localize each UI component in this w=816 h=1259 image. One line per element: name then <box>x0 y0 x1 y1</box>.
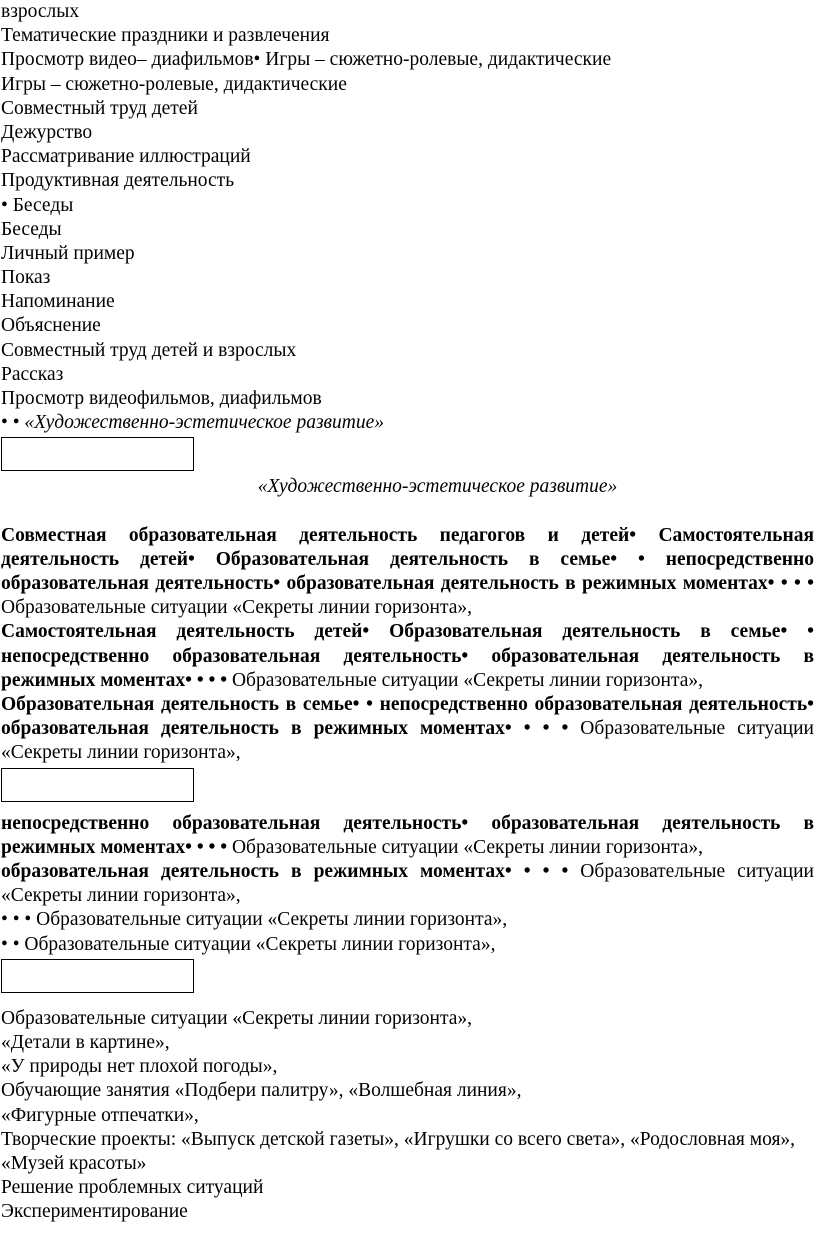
section-heading: «Художественно-эстетическое развитие» <box>257 476 618 498</box>
plain-run: Образовательные ситуации «Секреты линии горизонта», <box>1 861 814 907</box>
text-line: Экспериментирование <box>1 1201 188 1223</box>
top-list <box>1 0 814 411</box>
text-line: «У природы нет плохой погоды», <box>1 1056 278 1078</box>
bold-run: Совместная образовательная деятельность педагогов и детей• Самостоятельная деятельность детей• Образовательная деятельность в семье• • непосредственно образовательная деятельность• образовательная деятельность в режимных моментах• • • • <box>1 524 814 594</box>
paragraph-family-activity <box>1 693 814 766</box>
bold-run: Самостоятельная деятельность детей• Образовательная деятельность в семье• • непосредственно образовательная деятельность• образовательная деятельность в режимных моментах• • • • <box>1 621 814 691</box>
spacer <box>1 802 814 812</box>
text-line: Показ <box>1 267 51 289</box>
bold-run: Образовательная деятельность в семье• • непосредственно образовательная деятельность• образовательная деятельность в режимных моментах• • • • <box>1 693 814 740</box>
text-line: Беседы <box>1 218 62 240</box>
plain-run: Образовательные ситуации «Секреты линии горизонта», <box>227 669 703 691</box>
text-line: Игры – сюжетно-ролевые, дидактические <box>1 73 347 95</box>
text-line: взрослых <box>1 1 80 22</box>
bullet-marks: • • <box>1 412 20 434</box>
section-line <box>1 411 814 435</box>
bold-run: непосредственно образовательная деятельность• образовательная деятельность в режимных моментах• • • • <box>1 812 814 858</box>
text-line: Совместный труд детей <box>1 97 198 119</box>
paragraph-joint-activity <box>1 524 814 621</box>
text-line: Напоминание <box>1 291 115 313</box>
plain-run: Образовательные ситуации «Секреты линии горизонта», <box>227 836 703 858</box>
text-line: Просмотр видеофильмов, диафильмов <box>1 388 322 409</box>
text-line: Образовательные ситуации «Секреты линии горизонта», <box>1 1007 473 1029</box>
text-line: «Музей красоты» <box>1 1152 147 1174</box>
text-line: Рассказ <box>1 363 64 385</box>
text-line: Продуктивная деятельность <box>1 170 235 192</box>
paragraph-routine-activity <box>1 860 814 908</box>
text-line: «Фигурные отпечатки», <box>1 1104 199 1126</box>
text-line: Тематические праздники и развлечения <box>1 25 330 47</box>
text-line: «Детали в картине», <box>1 1031 170 1053</box>
empty-table-cell <box>1 437 194 471</box>
plain-run: Образовательные ситуации «Секреты линии горизонта», <box>1 718 814 764</box>
text-line: Рассматривание иллюстраций <box>1 146 251 168</box>
document-page <box>1 0 814 1224</box>
paragraph-direct-activity <box>1 812 814 860</box>
text-line: Совместный труд детей и взрослых <box>1 339 297 361</box>
text-line: Дежурство <box>1 121 93 143</box>
text-line: Объяснение <box>1 315 101 337</box>
text-line: • • • Образовательные ситуации «Секреты линии горизонта», <box>1 909 508 931</box>
projects-paragraph: Творческие проекты: «Выпуск детской газеты», «Игрушки со всего света», «Родословная моя», <box>1 1128 796 1150</box>
section-title: «Художественно-эстетическое развитие» <box>24 412 385 434</box>
text-line: • Беседы <box>1 194 74 216</box>
spacer <box>1 500 814 524</box>
text-line: • • Образовательные ситуации «Секреты линии горизонта», <box>1 933 496 955</box>
text-line: Личный пример <box>1 242 135 264</box>
bottom-list <box>1 1007 814 1225</box>
text-line: Обучающие занятия «Подбери палитру», «Волшебная линия», <box>1 1080 522 1102</box>
bold-run: образовательная деятельность в режимных моментах• • • • <box>1 861 569 882</box>
text-line: Просмотр видео– диафильмов• Игры – сюжетно-ролевые, дидактические <box>1 49 612 71</box>
empty-table-cell <box>1 768 194 802</box>
paragraph-independent-activity <box>1 620 814 693</box>
spacer <box>1 993 814 1007</box>
empty-table-cell <box>1 959 194 993</box>
text-line: Решение проблемных ситуаций <box>1 1177 264 1199</box>
plain-run: Образовательные ситуации «Секреты линии горизонта», <box>1 597 473 619</box>
